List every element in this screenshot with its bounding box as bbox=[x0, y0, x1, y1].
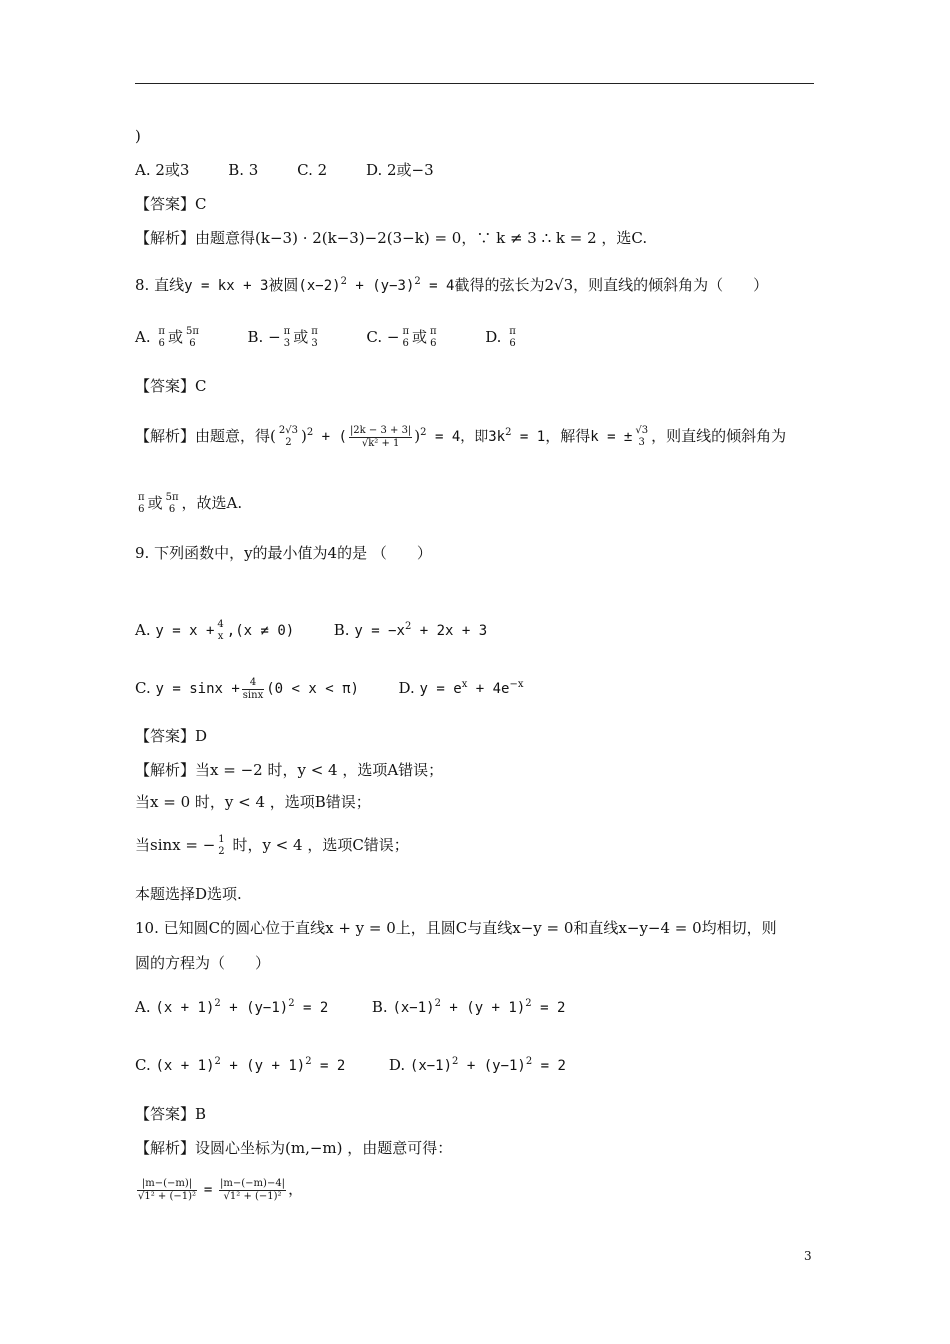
sq-sup: 2 bbox=[505, 427, 512, 438]
sup: 2 bbox=[525, 998, 532, 1009]
q8-circle-a: (x−2) bbox=[298, 278, 341, 294]
q7-option-c: C. 2 bbox=[297, 161, 328, 179]
answer-value: C bbox=[195, 377, 207, 395]
sup: 2 bbox=[404, 621, 412, 632]
q9-option-a-frac bbox=[216, 619, 224, 643]
q10-option-c-label: C. bbox=[135, 1056, 151, 1074]
eq-sign: = bbox=[203, 1182, 213, 1198]
analysis-label: 【解析】 bbox=[135, 761, 196, 779]
q10-stem-2: 圆的方程为（ ） bbox=[135, 954, 271, 972]
eq-frac-1 bbox=[137, 1178, 197, 1203]
frac-num: 4 bbox=[242, 677, 264, 690]
q7-analysis bbox=[135, 228, 647, 248]
q8-option-c-frac1 bbox=[401, 326, 410, 350]
frac-den: 3 bbox=[283, 338, 291, 349]
analysis-text: ，则直线的倾斜角为 bbox=[651, 427, 787, 445]
frac-num: π bbox=[402, 326, 410, 337]
q10-options-cd bbox=[135, 1052, 566, 1076]
q9-option-c-frac bbox=[242, 677, 264, 702]
q9-option-c-expr: (0 < x < π) bbox=[266, 681, 359, 697]
sup: 2 bbox=[214, 1056, 221, 1067]
analysis-frac-1 bbox=[278, 425, 299, 449]
analysis-eq: = 1 bbox=[511, 429, 546, 445]
q7-options bbox=[135, 160, 468, 180]
q8-circle-c: = 4 bbox=[420, 278, 455, 294]
eq-frac-2 bbox=[219, 1178, 286, 1203]
q9-analysis-1 bbox=[135, 760, 443, 780]
q8-option-c-frac2 bbox=[429, 326, 438, 350]
analysis-text: 当sinx = − bbox=[135, 836, 216, 854]
q8-option-b-frac2 bbox=[310, 326, 319, 350]
frac-den: 6 bbox=[430, 338, 437, 349]
answer-label: 【答案】 bbox=[135, 727, 196, 745]
q10-option-b-label: B. bbox=[371, 998, 388, 1016]
analysis-text: ) bbox=[414, 427, 421, 445]
q8-suffix: ，则直线的倾斜角为（ ） bbox=[573, 276, 769, 294]
cont-frac-2 bbox=[165, 492, 180, 516]
q10-option-b-expr: = 2 bbox=[531, 1000, 566, 1016]
or-word: 或 bbox=[147, 494, 163, 512]
frac-num: |2k − 3 + 3| bbox=[349, 424, 412, 436]
frac-num: 2√3 bbox=[278, 425, 298, 436]
q8-answer bbox=[135, 376, 207, 396]
sq-sup: 2 bbox=[306, 427, 314, 438]
q7-option-a: A. 2或3 bbox=[135, 161, 190, 179]
q8-option-a-frac2 bbox=[185, 326, 200, 350]
frac-num: π bbox=[509, 326, 516, 337]
frac-num: π bbox=[283, 326, 291, 337]
analysis-frac-2 bbox=[349, 425, 412, 450]
frac-num: 5π bbox=[165, 492, 179, 503]
q8-chord: 2√3 bbox=[544, 276, 574, 294]
q10-option-a-expr: = 2 bbox=[294, 1000, 329, 1016]
header-rule bbox=[135, 83, 814, 84]
q10-equation bbox=[135, 1172, 303, 1207]
q8-option-a-label: A. bbox=[135, 328, 151, 346]
analysis-text: 当x = −2 时，y < 4 ，选项A错误； bbox=[195, 761, 444, 779]
q8-options bbox=[135, 322, 519, 352]
q10-stem-1: 10. 已知圆C的圆心位于直线x + y = 0上，且圆C与直线x−y = 0和直线x−y−4 = 0均相切，则 bbox=[135, 919, 777, 937]
q8-option-c-label: C. bbox=[366, 328, 383, 346]
q10-option-d-label: D. bbox=[388, 1056, 406, 1074]
q8-line-eq: y = kx + 3 bbox=[184, 278, 269, 294]
analysis-text: 时，y < 4 ，选项C错误； bbox=[227, 836, 409, 854]
frac-den: x bbox=[217, 631, 224, 642]
q8-circle-b: + (y−3) bbox=[346, 278, 415, 294]
analysis-text: = 4，即 bbox=[426, 429, 489, 445]
sup: 2 bbox=[452, 1056, 459, 1067]
frac-num: 5π bbox=[185, 326, 199, 337]
analysis-text: ，解得 bbox=[545, 427, 591, 445]
answer-value: B bbox=[195, 1105, 207, 1123]
frac-den: √1² + (−1)² bbox=[223, 1190, 282, 1202]
q9-option-a-expr: ,(x ≠ 0) bbox=[226, 623, 295, 639]
q8-sq-1: 2 bbox=[340, 276, 347, 287]
q10-option-b-expr: + (y + 1) bbox=[440, 1000, 526, 1016]
frac-den: 2 bbox=[285, 437, 292, 448]
q10-option-b-expr: (x−1) bbox=[392, 1000, 435, 1016]
q8-mid2: 截得的弦长为 bbox=[454, 276, 545, 294]
q8-stem bbox=[135, 272, 768, 296]
frac-den: 6 bbox=[402, 338, 409, 349]
or-word: 或 bbox=[412, 328, 428, 346]
q10-option-c-expr: = 2 bbox=[311, 1058, 346, 1074]
answer-label: 【答案】 bbox=[135, 377, 196, 395]
q9-analysis-3 bbox=[135, 830, 409, 860]
q8-option-b-label: B. bbox=[247, 328, 264, 346]
sup: 2 bbox=[214, 998, 221, 1009]
q8-prefix: 8. 直线 bbox=[135, 276, 185, 294]
frac-den: 6 bbox=[189, 338, 196, 349]
q8-option-d-frac bbox=[508, 326, 517, 350]
cont-frac-1 bbox=[137, 492, 146, 516]
sup: 2 bbox=[305, 1056, 312, 1067]
q9-option-c-expr: y = sinx + bbox=[155, 681, 240, 697]
q9-options-ab bbox=[135, 612, 487, 646]
q9-option-a-expr: y = x + bbox=[155, 623, 215, 639]
frac-num: |m−(−m)−4| bbox=[220, 1177, 286, 1189]
or-word: 或 bbox=[167, 328, 183, 346]
analysis-text: 由题意得(k−3) · 2(k−3)−2(3−k) = 0，∵ k ≠ 3 ∴ k = 2 ，选C. bbox=[195, 229, 648, 247]
q10-analysis bbox=[135, 1138, 452, 1158]
q10-option-d-expr: + (y−1) bbox=[458, 1058, 526, 1074]
frac-den: 3 bbox=[311, 338, 318, 349]
analysis-frac-3 bbox=[634, 425, 649, 449]
frac-den: 6 bbox=[509, 338, 516, 349]
sq-sup: 2 bbox=[420, 427, 427, 438]
q9-option-b-label: B. bbox=[333, 621, 350, 639]
sup: x bbox=[461, 679, 468, 690]
q10-answer bbox=[135, 1104, 206, 1124]
sup: 2 bbox=[525, 1056, 533, 1067]
q9-answer bbox=[135, 726, 207, 746]
q8-sq-2: 2 bbox=[414, 276, 421, 287]
q9-analysis-4: 本题选择D选项. bbox=[135, 885, 242, 903]
q9-option-c-label: C. bbox=[135, 679, 151, 697]
q10-option-a-expr: + (y−1) bbox=[220, 1000, 289, 1016]
answer-label: 【答案】 bbox=[135, 1105, 196, 1123]
page-number: 3 bbox=[804, 1249, 812, 1263]
analysis-text: ，故选A. bbox=[181, 494, 243, 512]
q9-option-d-expr: + 4e bbox=[467, 681, 510, 697]
frac-num: π bbox=[158, 326, 165, 337]
frac-den: √k² + 1 bbox=[361, 437, 400, 449]
frac-den: 6 bbox=[158, 338, 165, 349]
q7-answer bbox=[135, 194, 207, 214]
q9-option-a-label: A. bbox=[135, 621, 151, 639]
q9-option-b-expr: y = −x bbox=[354, 623, 405, 639]
frac-den: 6 bbox=[138, 504, 145, 515]
q9-options-cd bbox=[135, 670, 524, 704]
sup: −x bbox=[509, 679, 524, 690]
answer-label: 【答案】 bbox=[135, 195, 196, 213]
q9-stem: 9. 下列函数中，y的最小值为4的是 （ ） bbox=[135, 544, 432, 562]
analysis-label: 【解析】 bbox=[135, 229, 196, 247]
frac-num: π bbox=[138, 492, 145, 503]
analysis-frac bbox=[217, 834, 225, 858]
analysis-eq: k = ± bbox=[590, 429, 633, 445]
frac-num: √3 bbox=[635, 425, 649, 436]
frac-den: 6 bbox=[168, 504, 176, 515]
q8-option-d-label: D. bbox=[485, 328, 502, 346]
q9-option-d-label: D. bbox=[398, 679, 415, 697]
eq-tail: ， bbox=[288, 1180, 304, 1198]
q10-option-a-label: A. bbox=[135, 998, 151, 1016]
q10-option-d-expr: = 2 bbox=[532, 1058, 566, 1074]
frac-num: π bbox=[430, 326, 437, 337]
q10-option-d-expr: (x−1) bbox=[409, 1058, 453, 1074]
minus-sign: − bbox=[268, 328, 281, 346]
q10-options-ab bbox=[135, 994, 565, 1018]
analysis-text: 由题意，得( bbox=[195, 427, 276, 445]
or-word: 或 bbox=[293, 328, 309, 346]
q8-mid1: 被圆 bbox=[268, 276, 299, 294]
minus-sign: − bbox=[386, 328, 400, 346]
frac-den: 2 bbox=[218, 846, 225, 857]
frac-num: 1 bbox=[218, 834, 225, 845]
sup: 2 bbox=[434, 998, 441, 1009]
answer-value: D bbox=[195, 727, 208, 745]
answer-value: C bbox=[195, 195, 207, 213]
q8-analysis bbox=[135, 418, 786, 452]
q8-analysis-cont bbox=[135, 488, 242, 518]
q8-option-b-frac1 bbox=[283, 326, 292, 350]
analysis-text: ) bbox=[300, 427, 307, 445]
frac-den: √1² + (−1)² bbox=[138, 1190, 197, 1202]
q10-option-c-expr: + (y + 1) bbox=[220, 1058, 306, 1074]
q7-stem-tail: ) bbox=[135, 127, 141, 145]
frac-den: sinx bbox=[242, 689, 264, 701]
q9-option-d-expr: y = e bbox=[419, 681, 462, 697]
sup: 2 bbox=[288, 998, 295, 1009]
q10-option-c-expr: (x + 1) bbox=[155, 1058, 215, 1074]
q10-option-a-expr: (x + 1) bbox=[155, 1000, 215, 1016]
frac-num: 4 bbox=[217, 619, 224, 630]
q9-analysis-2: 当x = 0 时，y < 4 ，选项B错误； bbox=[135, 793, 371, 811]
q8-option-a-frac1 bbox=[157, 326, 166, 350]
analysis-text: + ( bbox=[313, 429, 347, 445]
q7-option-b: B. 3 bbox=[228, 161, 259, 179]
analysis-text: 设圆心坐标为(m,−m) ，由题意可得： bbox=[195, 1139, 453, 1157]
analysis-eq: 3k bbox=[488, 429, 506, 445]
frac-num: π bbox=[311, 326, 318, 337]
frac-den: 3 bbox=[638, 437, 645, 448]
analysis-label: 【解析】 bbox=[135, 1139, 196, 1157]
frac-num: |m−(−m)| bbox=[137, 1178, 197, 1191]
q9-option-b-expr: + 2x + 3 bbox=[411, 623, 488, 639]
analysis-label: 【解析】 bbox=[135, 427, 196, 445]
q7-option-d: D. 2或−3 bbox=[365, 161, 434, 179]
